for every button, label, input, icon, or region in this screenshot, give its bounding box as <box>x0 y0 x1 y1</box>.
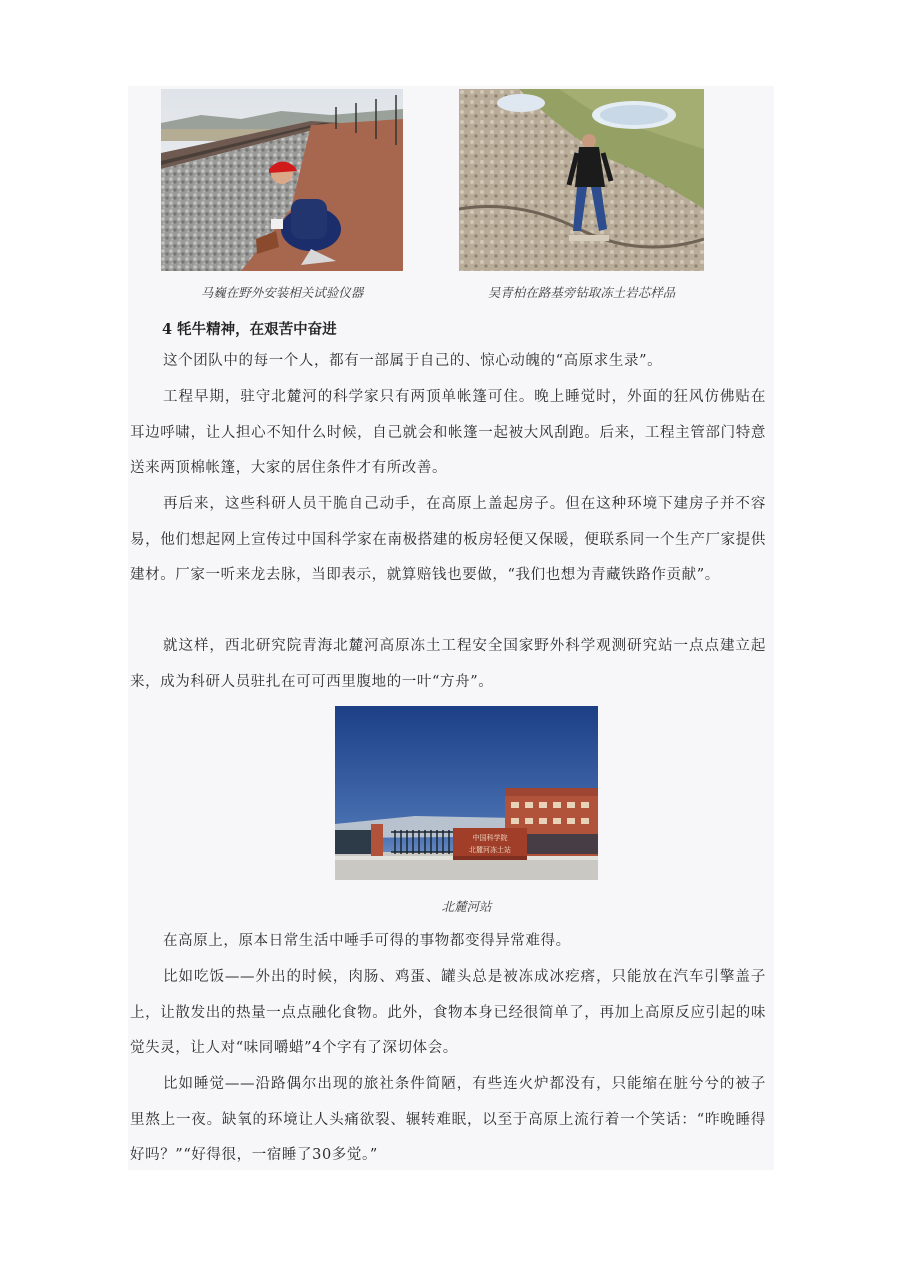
section-heading: 4 牦牛精神，在艰苦中奋进 <box>162 321 337 338</box>
paragraph-1: 这个团队中的每一个人，都有一部属于自己的、惊心动魄的“高原求生录”。 <box>163 353 663 369</box>
paragraph-6: 比如吃饭——外出的时候，肉肠、鸡蛋、罐头总是被冻成冰疙瘩，只能放在汽车引擎盖子上，让散发出的热量一点点融化食物。此外，食物本身已经很简单了，再加上高原反应引起的味觉失灵，让人对“味同嚼蜡”4个字有了深切体会。 <box>130 969 766 1056</box>
photo-drilling-core-image <box>459 89 704 271</box>
photo-beiluhe-station-image <box>335 706 598 880</box>
paragraph-3: 再后来，这些科研人员干脆自己动手，在高原上盖起房子。但在这种环境下建房子并不容易，他们想起网上宣传过中国科学家在南极搭建的板房轻便又保暖，便联系同一个生产厂家提供建材。厂家一听来龙去脉，当即表示，就算赔钱也要做，“我们也想为青藏铁路作贡献”。 <box>130 496 766 583</box>
station-sign-line2: 北麓河冻土站 <box>469 846 511 854</box>
paragraph-2: 工程早期，驻守北麓河的科学家只有两顶单帐篷可住。晚上睡觉时，外面的狂风仿佛贴在耳边呼啸，让人担心不知什么时候，自己就会和帐篷一起被大风刮跑。后来，工程主管部门特意送来两顶棉帐篷，大家的居住条件才有所改善。 <box>130 389 766 476</box>
station-sign-line1: 中国科学院 <box>472 834 508 842</box>
photo-railway-worker <box>161 89 403 271</box>
paragraph-5: 在高原上，原本日常生活中唾手可得的事物都变得异常难得。 <box>163 933 571 949</box>
photo-beiluhe-station <box>335 706 598 880</box>
photo-railway-worker-image <box>161 89 403 271</box>
photo-drilling-core-caption: 吴青柏在路基旁钻取冻土岩芯样品 <box>487 285 676 300</box>
paragraph-4: 就这样，西北研究院青海北麓河高原冻土工程安全国家野外科学观测研究站一点点建立起来，成为科研人员驻扎在可可西里腹地的一叶“方舟”。 <box>130 638 766 690</box>
photo-drilling-core <box>459 89 704 271</box>
photo-railway-worker-caption: 马巍在野外安装相关试验仪器 <box>200 285 364 300</box>
paragraph-7: 比如睡觉——沿路偶尔出现的旅社条件简陋，有些连火炉都没有，只能缩在脏兮兮的被子里熬上一夜。缺氧的环境让人头痛欲裂、辗转难眠，以至于高原上流行着一个笑话：“昨晚睡得好吗？”“好得很，一宿睡了30多觉。” <box>130 1076 766 1163</box>
photo-beiluhe-station-caption: 北麓河站 <box>441 899 492 914</box>
